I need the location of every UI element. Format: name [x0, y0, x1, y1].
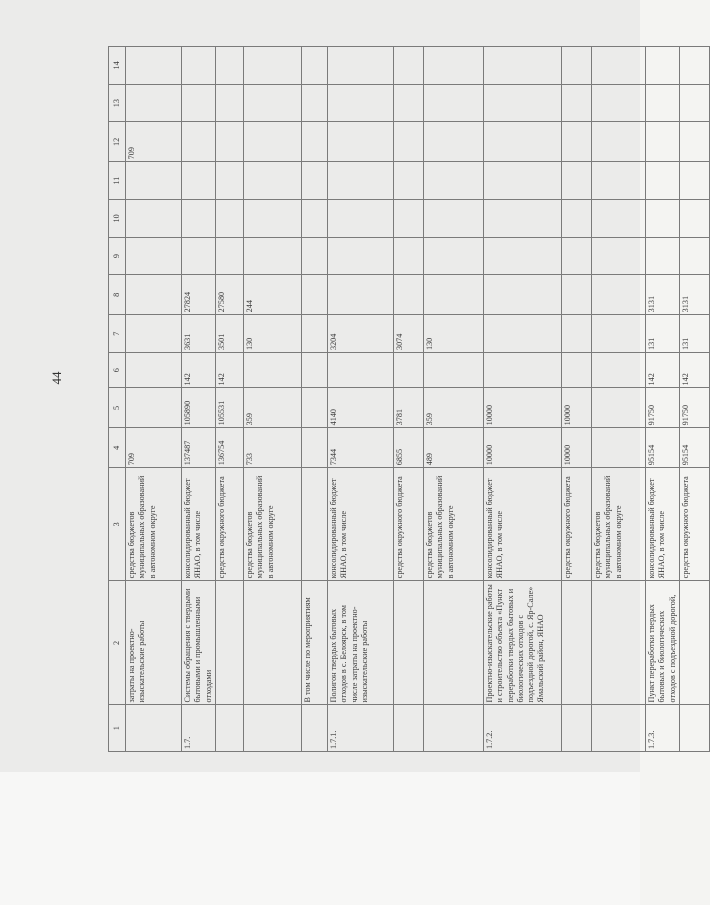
table-cell-col-4: 95154: [646, 428, 680, 468]
table-cell-col-3: консолидированный бюджет ЯНАО, в том числе: [646, 468, 680, 581]
table-cell-col-4: 733: [244, 428, 302, 468]
table-cell-col-11: [680, 162, 710, 200]
table-row: [646, 47, 680, 752]
page-margin-area: [0, 772, 640, 905]
table-cell-col-13: [484, 84, 562, 122]
table-cell-col-4: 95154: [680, 428, 710, 468]
table-cell-col-14: [182, 47, 216, 85]
table-cell-col-6: [592, 353, 646, 388]
table-cell-col-3: средства бюджетов муниципальных образований в автономном округе: [424, 468, 484, 581]
table-cell-col-8: [126, 275, 182, 315]
table-cell-col-6: [424, 353, 484, 388]
table-cell-col-7: 130: [244, 315, 302, 353]
table-cell-col-6: 142: [646, 353, 680, 388]
table-cell-col-12: [592, 122, 646, 162]
table-cell-col-9: [216, 237, 244, 275]
table-cell-col-10: [562, 200, 592, 238]
table-cell-col-3: средства бюджетов муниципальных образований в автономном округе: [592, 468, 646, 581]
table-cell-col-3: [302, 468, 328, 581]
table-cell-col-5: [126, 388, 182, 428]
table-row: [680, 47, 710, 752]
rotated-table-container: [108, 46, 690, 752]
table-cell-col-14: [126, 47, 182, 85]
table-cell-col-1: 1.7.2.: [484, 705, 562, 752]
table-cell-col-12: [244, 122, 302, 162]
table-cell-col-5: 91750: [646, 388, 680, 428]
table-cell-col-5: 359: [424, 388, 484, 428]
table-cell-col-9: [646, 237, 680, 275]
table-cell-col-8: [424, 275, 484, 315]
table-cell-col-3: консолидированный бюджет ЯНАО, в том числе: [328, 468, 394, 581]
table-cell-col-13: [216, 84, 244, 122]
table-cell-col-11: [126, 162, 182, 200]
table-cell-col-10: [216, 200, 244, 238]
table-cell-col-2: [216, 581, 244, 705]
table-cell-col-4: 7344: [328, 428, 394, 468]
table-cell-col-1: 1.7.1.: [328, 705, 394, 752]
table-row: [244, 47, 302, 752]
table-cell-col-9: [244, 237, 302, 275]
table-cell-col-10: [592, 200, 646, 238]
table-cell-col-9: [302, 237, 328, 275]
budget-table: [108, 46, 710, 752]
table-cell-col-2: Проектно-изыскательские работы и строительство объекта «Пункт переработки твердых бытовых и биологических отходов с подъездной дорогой, с. Яр-Сале» Ямальский район, ЯНАО: [484, 581, 562, 705]
table-cell-col-1: [592, 705, 646, 752]
table-cell-col-13: [302, 84, 328, 122]
table-cell-col-7: [484, 315, 562, 353]
table-cell-col-6: [244, 353, 302, 388]
table-cell-col-7: [562, 315, 592, 353]
table-cell-col-11: [484, 162, 562, 200]
table-cell-col-2: Системы обращения с твердыми бытовыми и промышленными отходами: [182, 581, 216, 705]
table-cell-col-12: [216, 122, 244, 162]
table-cell-col-4: 10000: [484, 428, 562, 468]
table-cell-col-13: [244, 84, 302, 122]
table-cell-col-8: 27580: [216, 275, 244, 315]
page-number: 44: [49, 371, 64, 385]
table-cell-col-1: [680, 705, 710, 752]
table-frame: [108, 46, 690, 752]
table-cell-col-8: 3131: [680, 275, 710, 315]
table-cell-col-3: средства окружного бюджета: [680, 468, 710, 581]
table-cell-col-5: 359: [244, 388, 302, 428]
header-cell: 1: [109, 705, 126, 752]
table-cell-col-9: [680, 237, 710, 275]
table-cell-col-7: 3074: [394, 315, 424, 353]
table-cell-col-9: [126, 237, 182, 275]
table-cell-col-12: [394, 122, 424, 162]
table-row: [328, 47, 394, 752]
table-cell-col-2: [394, 581, 424, 705]
table-cell-col-14: [216, 47, 244, 85]
table-cell-col-6: [484, 353, 562, 388]
table-cell-col-4: 137487: [182, 428, 216, 468]
table-cell-col-10: [244, 200, 302, 238]
table-cell-col-11: [646, 162, 680, 200]
table-cell-col-1: [244, 705, 302, 752]
table-cell-col-6: [394, 353, 424, 388]
table-cell-col-1: 1.7.3.: [646, 705, 680, 752]
table-cell-col-9: [424, 237, 484, 275]
table-cell-col-1: [394, 705, 424, 752]
table-cell-col-8: [562, 275, 592, 315]
table-cell-col-2: затраты на проектно-изыскательские работы: [126, 581, 182, 705]
table-cell-col-6: [328, 353, 394, 388]
table-body: [109, 47, 710, 752]
header-row: [109, 47, 126, 752]
table-cell-col-12: [424, 122, 484, 162]
table-row: [216, 47, 244, 752]
table-row: [302, 47, 328, 752]
table-cell-col-14: [646, 47, 680, 85]
table-row: [126, 47, 182, 752]
table-row: [592, 47, 646, 752]
table-cell-col-7: [302, 315, 328, 353]
table-cell-col-1: [216, 705, 244, 752]
table-cell-col-11: [424, 162, 484, 200]
table-cell-col-14: [328, 47, 394, 85]
table-cell-col-7: [126, 315, 182, 353]
table-cell-col-7: 130: [424, 315, 484, 353]
table-cell-col-6: 142: [216, 353, 244, 388]
table-cell-col-2: [592, 581, 646, 705]
table-cell-col-11: [592, 162, 646, 200]
table-row: [562, 47, 592, 752]
table-cell-col-5: 10000: [562, 388, 592, 428]
table-cell-col-5: 105890: [182, 388, 216, 428]
table-row: [424, 47, 484, 752]
table-cell-col-12: [328, 122, 394, 162]
table-cell-col-2: [680, 581, 710, 705]
table-cell-col-4: 489: [424, 428, 484, 468]
table-cell-col-5: [302, 388, 328, 428]
table-cell-col-3: средства окружного бюджета: [394, 468, 424, 581]
table-cell-col-14: [484, 47, 562, 85]
table-cell-col-4: 10000: [562, 428, 592, 468]
table-cell-col-8: [484, 275, 562, 315]
table-cell-col-2: [244, 581, 302, 705]
header-cell: 2: [109, 581, 126, 705]
header-cell: 6: [109, 353, 126, 388]
table-cell-col-11: [562, 162, 592, 200]
table-cell-col-12: [680, 122, 710, 162]
table-cell-col-3: консолидированный бюджет ЯНАО, в том числе: [182, 468, 216, 581]
table-cell-col-3: консолидированный бюджет ЯНАО, в том числе: [484, 468, 562, 581]
table-cell-col-5: [592, 388, 646, 428]
table-cell-col-6: 142: [182, 353, 216, 388]
table-cell-col-7: 131: [680, 315, 710, 353]
table-cell-col-8: [592, 275, 646, 315]
header-cell: 13: [109, 84, 126, 122]
table-cell-col-8: 3131: [646, 275, 680, 315]
table-cell-col-8: [394, 275, 424, 315]
table-cell-col-2: В том числе по мероприятиям: [302, 581, 328, 705]
header-cell: 10: [109, 200, 126, 238]
table-row: [484, 47, 562, 752]
table-cell-col-14: [394, 47, 424, 85]
table-cell-col-9: [484, 237, 562, 275]
header-cell: 4: [109, 428, 126, 468]
table-cell-col-5: 4140: [328, 388, 394, 428]
table-cell-col-10: [126, 200, 182, 238]
table-cell-col-1: [126, 705, 182, 752]
header-cell: 3: [109, 468, 126, 581]
table-cell-col-12: [646, 122, 680, 162]
table-cell-col-14: [562, 47, 592, 85]
table-cell-col-6: [126, 353, 182, 388]
header-cell: 14: [109, 47, 126, 85]
table-cell-col-13: [424, 84, 484, 122]
table-cell-col-11: [302, 162, 328, 200]
table-cell-col-14: [680, 47, 710, 85]
table-cell-col-7: 3631: [182, 315, 216, 353]
table-cell-col-10: [328, 200, 394, 238]
table-cell-col-1: [302, 705, 328, 752]
table-cell-col-13: [646, 84, 680, 122]
table-cell-col-2: Полигон твердых бытовых отходов в с. Белоярск, в том числе затраты на проектно-изыскательские работы: [328, 581, 394, 705]
table-cell-col-4: [592, 428, 646, 468]
table-cell-col-4: 136754: [216, 428, 244, 468]
table-cell-col-10: [646, 200, 680, 238]
table-cell-col-7: 3204: [328, 315, 394, 353]
table-cell-col-3: средства окружного бюджета: [216, 468, 244, 581]
table-cell-col-9: [182, 237, 216, 275]
table-cell-col-9: [328, 237, 394, 275]
table-cell-col-3: средства окружного бюджета: [562, 468, 592, 581]
table-cell-col-2: [562, 581, 592, 705]
table-cell-col-4: 6855: [394, 428, 424, 468]
table-cell-col-11: [394, 162, 424, 200]
table-cell-col-13: [562, 84, 592, 122]
table-cell-col-14: [592, 47, 646, 85]
table-cell-col-13: [592, 84, 646, 122]
table-cell-col-12: [302, 122, 328, 162]
table-cell-col-12: [562, 122, 592, 162]
table-cell-col-11: [328, 162, 394, 200]
table-cell-col-13: [182, 84, 216, 122]
header-cell: 7: [109, 315, 126, 353]
table-cell-col-9: [562, 237, 592, 275]
table-cell-col-12: 709: [126, 122, 182, 162]
table-cell-col-14: [244, 47, 302, 85]
table-cell-col-13: [328, 84, 394, 122]
table-cell-col-6: [562, 353, 592, 388]
table-cell-col-5: 10000: [484, 388, 562, 428]
table-cell-col-5: 3781: [394, 388, 424, 428]
table-cell-col-10: [424, 200, 484, 238]
table-cell-col-7: 131: [646, 315, 680, 353]
table-cell-col-10: [394, 200, 424, 238]
table-cell-col-8: [302, 275, 328, 315]
table-cell-col-6: [302, 353, 328, 388]
table-cell-col-12: [182, 122, 216, 162]
table-cell-col-13: [126, 84, 182, 122]
table-cell-col-10: [182, 200, 216, 238]
table-cell-col-8: [328, 275, 394, 315]
table-cell-col-3: средства бюджетов муниципальных образований в автономном округе: [244, 468, 302, 581]
table-row: [394, 47, 424, 752]
table-cell-col-11: [244, 162, 302, 200]
table-cell-col-2: [424, 581, 484, 705]
table-cell-col-13: [394, 84, 424, 122]
table-cell-col-2: Пункт переработки твердых бытовых и биологических отходов с подъездной дорогой,: [646, 581, 680, 705]
table-cell-col-4: 709: [126, 428, 182, 468]
table-cell-col-14: [302, 47, 328, 85]
table-cell-col-13: [680, 84, 710, 122]
table-cell-col-11: [182, 162, 216, 200]
table-cell-col-9: [592, 237, 646, 275]
header-cell: 11: [109, 162, 126, 200]
table-cell-col-6: 142: [680, 353, 710, 388]
table-cell-col-7: [592, 315, 646, 353]
header-cell: 8: [109, 275, 126, 315]
table-cell-col-7: 3501: [216, 315, 244, 353]
table-cell-col-10: [484, 200, 562, 238]
header-cell: 9: [109, 237, 126, 275]
header-cell: 5: [109, 388, 126, 428]
table-cell-col-1: [562, 705, 592, 752]
table-cell-col-4: [302, 428, 328, 468]
table-cell-col-12: [484, 122, 562, 162]
table-row: [182, 47, 216, 752]
table-cell-col-8: 244: [244, 275, 302, 315]
table-cell-col-3: средства бюджетов муниципальных образований в автономном округе: [126, 468, 182, 581]
table-cell-col-1: 1.7.: [182, 705, 216, 752]
table-cell-col-9: [394, 237, 424, 275]
table-cell-col-8: 27824: [182, 275, 216, 315]
header-cell: 12: [109, 122, 126, 162]
table-cell-col-11: [216, 162, 244, 200]
table-cell-col-5: 91750: [680, 388, 710, 428]
table-cell-col-10: [680, 200, 710, 238]
table-cell-col-1: [424, 705, 484, 752]
table-cell-col-10: [302, 200, 328, 238]
table-cell-col-5: 105531: [216, 388, 244, 428]
table-cell-col-14: [424, 47, 484, 85]
